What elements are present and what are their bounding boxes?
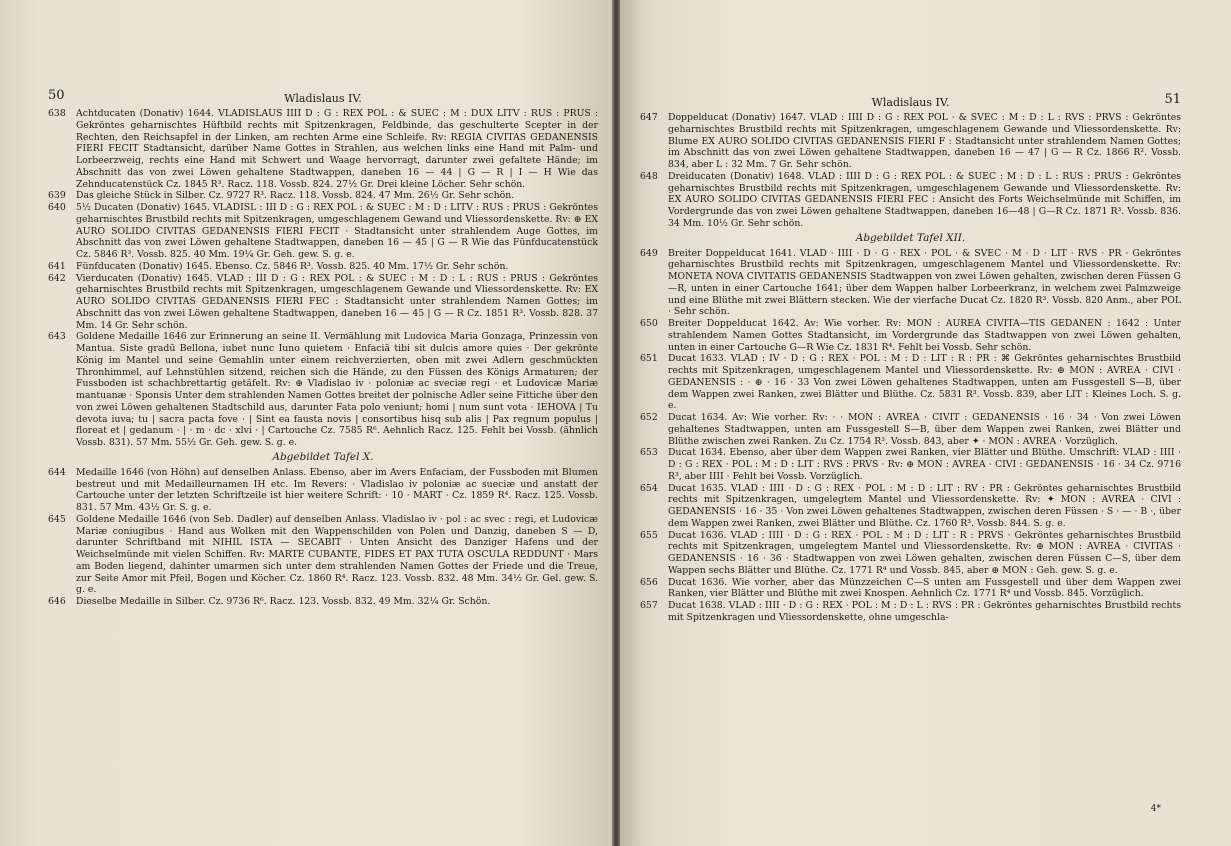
entry-number: 652	[640, 412, 658, 423]
entry-number: 648	[640, 170, 658, 182]
catalog-entry	[640, 171, 1181, 230]
entry-number: 638	[48, 108, 66, 119]
entry-number: 640	[48, 202, 66, 213]
entry-number: 651	[640, 353, 658, 365]
catalog-entries	[640, 112, 1181, 230]
catalog-entry	[640, 318, 1181, 353]
page-number: 51	[1164, 92, 1181, 107]
catalog-entry	[48, 261, 598, 273]
entry-number: 647	[640, 112, 658, 123]
entry-text: Ducat 1636. VLAD : IIII · D : G : REX · POL : M : D : LIT : R : PRVS · Gekröntes geharnischtes Brustbild rechts mit Spitzenkragen, umgelegtem Mantel und Vliessordenskette. Rv: ⊕ MON : AVREA · CIVITAS · GEDANENSIS · 16 · 36 · Stadtwappen von zwei Löwen gehalten, zwischen deren Füssen C—S, über dem Wappen sechs Blätter und Blüthe. Cz. 1771 R⁴ und Vossb. 845, aber ⊕ MON : Geh. gew. S. g. e.	[668, 529, 1181, 576]
catalog-entry	[640, 353, 1181, 412]
catalog-entry	[640, 447, 1181, 482]
book-gutter	[612, 0, 620, 846]
running-head: Wladislaus IV.	[284, 92, 362, 105]
entry-text: Ducat 1636. Wie vorher, aber das Münzzeichen C—S unten am Fussgestell und über dem Wappen zwei Ranken, vier Blätter und Blüthe mit zwei Knospen. Aehnlich Cz. 1771 R⁴ und Vossb. 845. Vorzüglich.	[668, 576, 1181, 600]
running-head: Wladislaus IV.	[871, 96, 950, 109]
catalog-entry	[640, 577, 1181, 601]
catalog-entry	[48, 467, 598, 514]
catalog-entry	[48, 596, 598, 608]
catalog-entry	[48, 202, 598, 261]
entry-number: 649	[640, 247, 658, 259]
entry-number: 645	[48, 513, 66, 525]
left-page-header	[48, 86, 598, 108]
plate-reference: Abgebildet Tafel XII.	[855, 231, 966, 244]
catalog-entry	[640, 248, 1181, 319]
right-page	[620, 0, 1231, 846]
entry-text: Ducat 1634. Av: Wie vorher. Rv: · · MON : AVREA · CIVIT : GEDANENSIS · 16 · 34 · Von zwei Löwen gehaltenes Stadtwappen, unten am Fussgestell S—B, über dem Wappen zwei Ranken, zwei Blätter und Blüthe zwischen zwei Ranken. Zu Cz. 1754 R³. Vossb. 843, aber ✦ · MON : AVREA · Vorzüglich.	[668, 412, 1181, 447]
entry-text: Dreiducaten (Donativ) 1648. VLAD : IIII D : G : REX POL : & SUEC : M : D : L : RUS : PRUS : Gekröntes geharnischtes Brustbild rechts mit Spitzenkragen, umgeschlagenem Gewande und Vliessordenskette. Rv: EX AURO SOLIDO CIVITAS GEDANENSIS FIERI FEC : Ansicht des Forts Weichselmünde mit Schiffen, im Vordergrunde das von zwei Löwen gehaltene Stadtwappen, daneben 16—48 | G—R Cz. 1871 R³. Vossb. 836. 34 Mm. 10½ Gr. Sehr schön.	[668, 170, 1181, 229]
catalog-entry	[640, 412, 1181, 447]
entry-number: 639	[48, 190, 66, 202]
entry-text: Doppelducat (Donativ) 1647. VLAD : IIII D : G : REX POL · & SVEC : M : D : L : RVS : PRVS : Gekröntes geharnischtes Brustbild rechts mit Spitzenkragen, umgeschlagenem Gewande und Vliessordenskette. Rv: Blume EX AURO SOLIDO CIVITAS GEDANENSIS FIERI F : Stadtansicht unter strahlendem Namen Gottes; im Abschnitt das von zwei Löwen gehaltene Stadtwappen, daneben 16 — 47 | G — R Cz. 1866 R². Vossb. 834, aber L : 32 Mm. 7 Gr. Sehr schön.	[668, 112, 1181, 170]
entry-text: Medaille 1646 (von Höhn) auf denselben Anlass. Ebenso, aber im Avers Enfaciam, der Fussboden mit Blumen bestreut und mit Medailleurnamen IH etc. Im Revers: · Vladislao iv poloniæ ac sueciæ und anstatt der Cartouche unter der letzten Schriftzeile ist hier weitere Schrift: · 10 · MART · Cz. 1859 R⁴. Racz. 125. Vossb. 831. 57 Mm. 43½ Gr. S. g. e.	[76, 466, 598, 513]
entry-text: Achtducaten (Donativ) 1644. VLADISLAUS IIII D : G : REX POL : & SUEC : M : DUX LITV : RUS : PRUS : Gekröntes geharnischtes Hüftbild rechts mit Spitzenkragen, Feldbinde, das geschulterte Scepter in der Rechten, den Reichsapfel in der Linken, am rechten Arme eine Schleife. Rv: REGIA CIVITAS GEDANENSIS FIERI FECIT Stadtansicht, darüber Name Gottes in Strahlen, aus welchen links eine Hand mit Palm- und Lorbeerzweig, rechts eine Hand mit Schwert und Waage hervorragt, darunter zwei gefaltete Hände; im Abschnitt das von zwei Löwen gehaltene Stadtwappen, daneben 16 — 44 | G — R | I — H Wie das Zehnducatenstück Cz. 1845 R³. Racz. 118. Vossb. 824. 27½ Gr. Drei kleine Löcher. Sehr schön.	[76, 108, 598, 190]
catalog-entry	[48, 273, 598, 332]
entry-text: Ducat 1635. VLAD : IIII · D : G : REX · POL : M : D : LIT : RV : PR : Gekröntes geharnischtes Brustbild rechts mit Spitzenkragen, umgelegtem Mantel und Vliessordenskette. Rv: ✦ MON : AVREA · CIVI : GEDANENSIS · 16 · 35 · Von zwei Löwen gehaltenes Stadtwappen, zwischen deren Füssen · S · — · B ·, über dem Wappen zwei Ranken, zwei Blätter und Blüthe. Cz. 1760 R³. Vossb. 844. S. g. e.	[668, 482, 1181, 529]
entry-number: 653	[640, 447, 658, 459]
catalog-entries	[640, 248, 1181, 624]
entry-text: Goldene Medaille 1646 zur Erinnerung an seine II. Vermählung mit Ludovica Maria Gonzaga, Prinzessin von Mantua. Siste gradū Bellona, iubet nunc Iuno quietem · Enfaciā tibi sit dulcis amore quies · Der gekrönte König im Mantel und seine Gemahlin unter einem reichverzierten, oben mit zwei Adlern geschmückten Thronhimmel, auf Lehnstühlen sitzend, reichen sich die Hände, zu den Füssen des Königs Armaturen; der Fussboden ist schachbrettartig getäfelt. Rv: ⊕ Vladislao iv · poloniæ ac sveciæ regi · et Ludovicæ Mariæ mantuanæ · Sponsis Unter dem strahlenden Namen Gottes breitet der polnische Adler seine Fittiche über den von zwei Löwen gehaltenen Stadtschild aus, darunter Fata polo veniunt; homi | num sunt vota · IEHOVA | Tu devota iuva; tu | sacra pacta fove · | Sint ea fausta novis | consortibus hisq sub alis | Pax regnum populus | floreat et | gedanum · | · m · dc · xlvi · | Cartouche Cz. 7585 R⁶. Aehnlich Racz. 125. Fehlt bei Vossb. (ähnlich Vossb. 831). 57 Mm. 55½ Gr. Geh. gew. S. g. e.	[76, 331, 598, 448]
catalog-entry	[640, 530, 1181, 577]
entry-text: Fünfducaten (Donativ) 1645. Ebenso. Cz. 5846 R³. Vossb. 825. 40 Mm. 17½ Gr. Sehr schön.	[76, 260, 509, 272]
right-page-header	[640, 90, 1181, 112]
entry-number: 657	[640, 600, 658, 611]
entry-text: Goldene Medaille 1646 (von Seb. Dadler) auf denselben Anlass. Vladislao iv · pol : ac svec : regi, et Ludovicæ Mariæ coniugibus · Hand aus Wolken mit den Wappenschilden von Polen und Danzig, daneben S — D, darunter Schriftband mit NIHIL ISTA — SECABIT · Unten Ansicht des Danziger Hafens und der Weichselmünde mit vielen Schiffen. Rv: MARTE CUBANTE, FIDES ET PAX TUTA OSCULA REDDUNT · Mars am Boden liegend, dahinter umarmen sich unter dem strahlenden Namen Gottes der Friede und die Treue, zur Seite Amor mit Pfeil, Bogen und Köcher. Cz. 1860 R⁴. Racz. 123. Vossb. 832. 48 Mm. 34½ Gr. Gel. gew. S. g. e.	[76, 513, 598, 596]
catalog-entry	[48, 108, 598, 190]
entry-text: Dieselbe Medaille in Silber. Cz. 9736 R⁶. Racz. 123. Vossb. 832. 49 Mm. 32¼ Gr. Schön.	[76, 596, 491, 607]
entry-text: Breiter Doppelducat 1642. Av: Wie vorher. Rv: MON : AUREA CIVITA—TIS GEDANEN : 1642 : Unter strahlendem Namen Gottes Stadtansicht, im Vordergrunde das Stadtwappen von zwei Löwen gehalten, unten in einer Cartouche G—R Wie Cz. 1831 R⁴. Fehlt bei Vossb. Sehr schön.	[668, 318, 1181, 353]
entry-number: 646	[48, 596, 66, 607]
entry-text: Ducat 1638. VLAD : IIII · D : G : REX · POL : M : D : L : RVS : PR : Gekröntes geharnischtes Brustbild rechts mit Spitzenkragen und Vliessordenskette, ohne umgeschla-	[668, 600, 1181, 623]
entry-text: Breiter Doppelducat 1641. VLAD · IIII · D · G · REX · POL · & SVEC · M · D · LIT · RVS · PR · Gekröntes geharnischtes Brustbild rechts mit Spitzenkragen, umgeschlagenem Mantel und Vliessordenskette. Rv: MONETA NOVA CIVITATIS GEDANENSIS Stadtwappen von zwei Löwen gehalten, zwischen deren Füssen G—R, unten in einer Cartouche 1641; über dem Wappen halber Lorbeerkranz, in welchem zwei Palmzweige und eine Blüthe mit zwei Blättern stecken. Wie der vierfache Ducat Cz. 1820 R³. Vossb. 820 Anm., aber POL · Sehr schön.	[668, 247, 1181, 318]
catalog-entry	[640, 112, 1181, 171]
entry-text: Ducat 1633. VLAD : IV · D : G : REX · POL : M : D : LIT : R : PR : ⌘ Gekröntes geharnischtes Brustbild rechts mit Spitzenkragen, umgeschlagenem Mantel und Vliessordenskette. Rv: ⊕ MON : AVREA · CIVI · GEDANENSIS : · ⊕ · 16 · 33 Von zwei Löwen gehaltenes Stadtwappen, unten am Fussgestell S—B, über dem Wappen zwei Ranken, zwei Blätter und Blüthe. Cz. 5831 R³. Vossb. 839, aber LIT : Kleines Loch. S. g. e.	[668, 353, 1181, 412]
catalog-entry	[48, 331, 598, 449]
entry-text: Ducat 1634. Ebenso, aber über dem Wappen zwei Ranken, vier Blätter und Blüthe. Umschrift: VLAD : IIII · D : G : REX · POL : M : D : LIT : RVS : PRVS · Rv: ⊕ MON : AVREA · CIVI : GEDANENSIS · 16 · 34 Cz. 9716 R³, aber IIII · Fehlt bei Vossb. Vorzüglich.	[668, 447, 1181, 482]
entry-number: 643	[48, 331, 66, 343]
entry-number: 656	[640, 576, 658, 588]
left-page	[0, 0, 612, 846]
entry-number: 650	[640, 318, 658, 329]
entry-number: 642	[48, 272, 66, 284]
page-number: 50	[48, 88, 65, 103]
entry-text: Vierducaten (Donativ) 1645. VLAD : III D : G : REX POL : & SUEC : M : D : L : RUS : PRUS : Gekröntes geharnischtes Brustbild rechts mit Spitzenkragen, umgeschlagenem Gewande und Vliessordenskette. Rv: EX AURO SOLIDO CIVITAS GEDANENSIS FIERI FEC : Stadtansicht unter strahlendem Namen Gottes; im Abschnitt das von zwei Löwen gehaltene Stadtwappen, daneben 16 — 45 | G — R Cz. 1851 R³. Vossb. 828. 37 Mm. 14 Gr. Sehr schön.	[76, 272, 598, 331]
catalog-entry	[48, 190, 598, 202]
entry-text: 5½ Ducaten (Donativ) 1645. VLADISL : III D : G : REX POL : & SUEC : M : D : LITV : RUS : PRUS : Gekröntes geharnischtes Brustbild rechts mit Spitzenkragen, umgeschlagenem Gewand und Vliessordenskette. Rv: ⊕ EX AURO SOLIDO CIVITAS GEDANENSIS FIERI FECIT · Stadtansicht unter strahlendem Auge Gottes, im Abschnitt das von zwei Löwen gehaltene Stadtwappen, daneben 16 — 45 | G — R Wie das Fünfducatenstück Cz. 5846 R³. Vossb. 825. 40 Mm. 19¼ Gr. Geh. gew. S. g. e.	[76, 202, 598, 260]
entry-number: 654	[640, 482, 658, 494]
signature-mark: 4*	[1150, 804, 1161, 814]
catalog-entry	[640, 600, 1181, 624]
plate-reference: Abgebildet Tafel X.	[272, 450, 374, 463]
entry-number: 644	[48, 466, 66, 478]
catalog-entries	[48, 108, 598, 608]
entry-text: Das gleiche Stück in Silber. Cz. 9727 R³. Racz. 118. Vossb. 824. 47 Mm. 26½ Gr. Sehr schön.	[76, 190, 515, 202]
catalog-entry	[48, 514, 598, 596]
entry-number: 655	[640, 529, 658, 541]
catalog-entry	[640, 483, 1181, 530]
entry-number: 641	[48, 260, 66, 272]
